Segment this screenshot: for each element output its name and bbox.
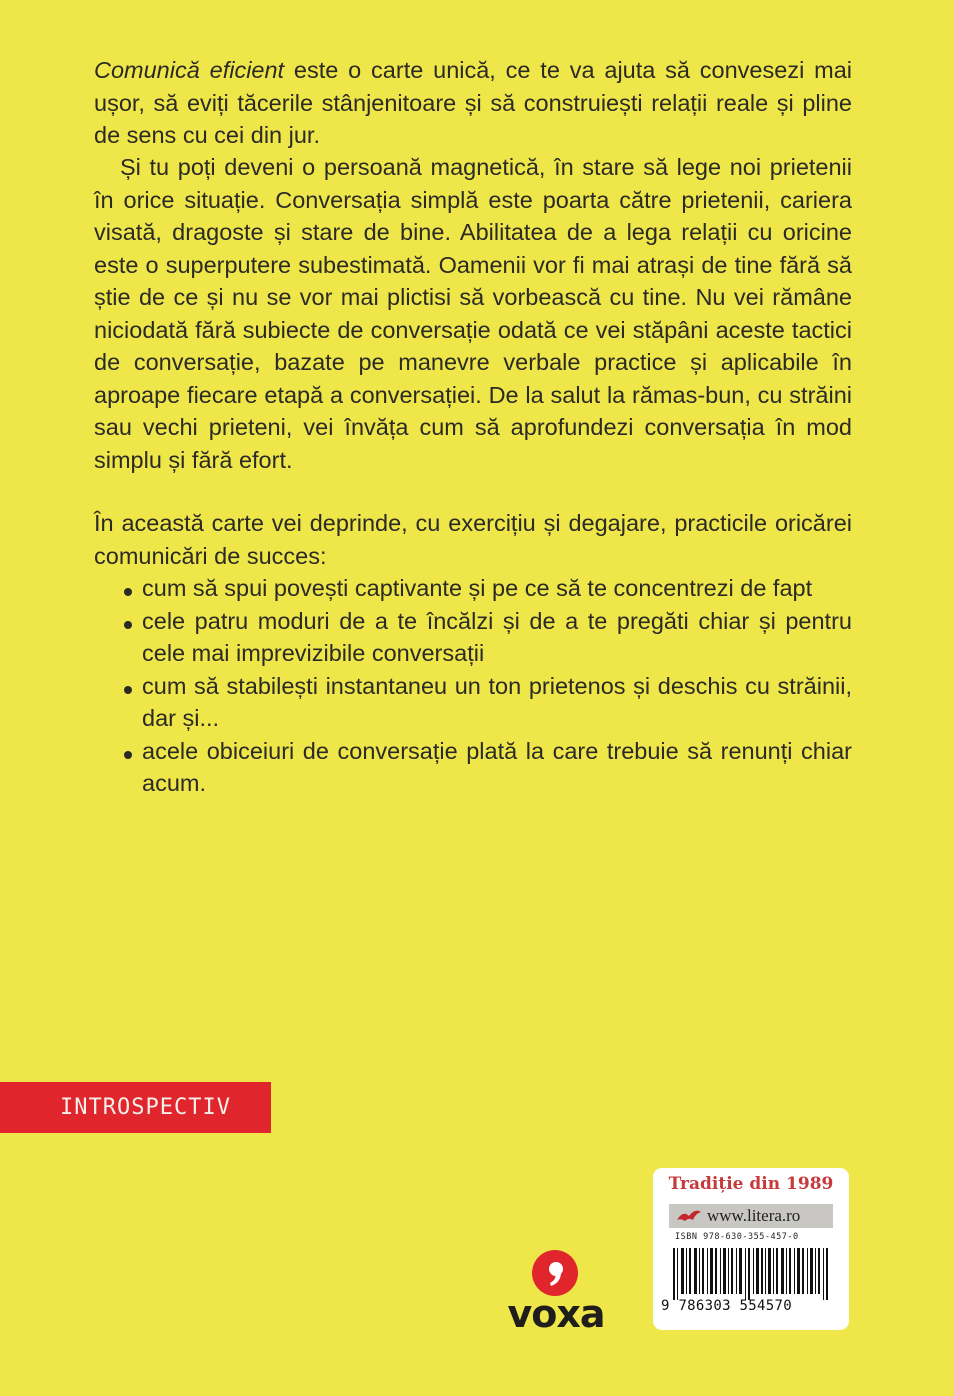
litera-bird-icon (675, 1208, 703, 1224)
benefits-list (120, 572, 852, 800)
barcode-card (653, 1168, 849, 1330)
book-title-italic: Comunică eficient (94, 57, 285, 83)
website-url: www.litera.ro (707, 1206, 801, 1225)
tradition-text: Tradiție din 1989 (668, 1174, 834, 1194)
list-item: cum să spui povești captivante și pe ce să te concentrezi de fapt (120, 572, 852, 605)
body-paragraph: Și tu poți deveni o persoană magnetică, în stare să lege noi prietenii în orice situație. Conversația simplă este poarta către prietenii, cariera visată, dragoste și stare de bine. Abilitatea de a lega relații cu oricine este o superputere subestimată. Oamenii vor fi mai atrași de tine fără să știe de ce și nu se vor mai plictisi să vorbească cu tine. Nu vei rămâne niciodată fără subiecte de conversație odată ce vei stăpâni aceste tactici de conversație, bazate pe manevre verbale practice și aplicabile în aproape fiecare etapă a conversației. De la salut la rămas-bun, cu străini sau vechi prieteni, vei învăța cum să aprofundezi conversația în mod simplu și fără efort. (94, 154, 852, 473)
list-item: cum să stabilești instantaneu un ton prietenos și deschis cu străinii, dar și... (120, 670, 852, 735)
publisher-logo: voxa (507, 1292, 605, 1336)
isbn-text: ISBN 978-630-355-457-0 (675, 1232, 799, 1242)
list-item: acele obiceiuri de conversație plată la care trebuie să renunți chiar acum. (120, 735, 852, 800)
list-item: cele patru moduri de a te încălzi și de a te pregăti chiar și pentru cele mai imprevizibile conversații (120, 605, 852, 670)
intro-text: este o carte unică, ce te va ajuta să convesezi mai ușor, să eviți tăcerile stânjenitoare și să construiești relații reale și pline de sens cu cei din jur. (94, 57, 852, 148)
website-bar (669, 1204, 833, 1228)
barcode-digits: 9 786303 554570 (661, 1298, 792, 1314)
barcode (673, 1248, 831, 1300)
series-label: INTROSPECTIV (0, 1082, 271, 1133)
list-intro: În această carte vei deprinde, cu exercițiu și degajare, practicile oricărei comunicări de succes: (94, 510, 852, 569)
intro-paragraph (94, 54, 852, 152)
quote-mark-icon (532, 1250, 578, 1296)
